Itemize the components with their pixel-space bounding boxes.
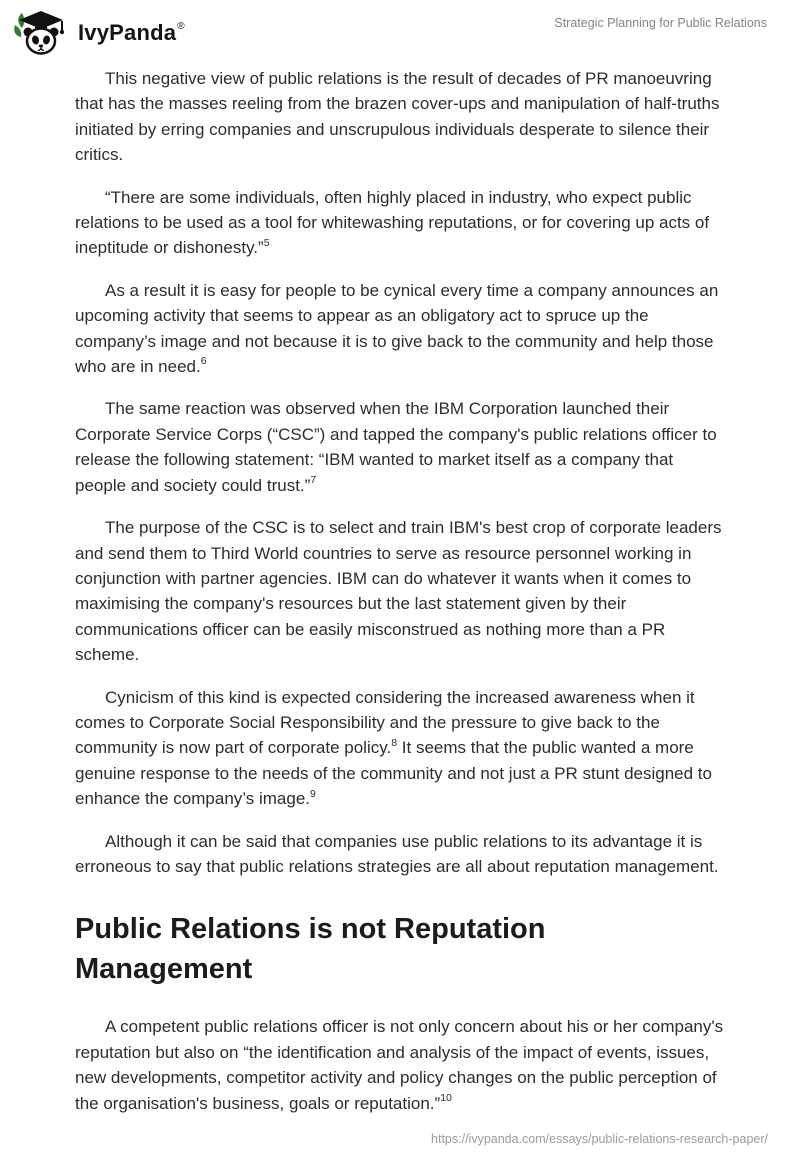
paragraph: [75, 396, 725, 498]
panda-graduate-icon: [14, 8, 68, 58]
paragraph-text: The same reaction was observed when the IBM Corporation launched their Corporate Service Corps (“CSC”) and tapped the company's public relations officer to release the following statement: “IBM wanted to market itself as a company that people and society could trust.”: [75, 399, 717, 495]
footnote-ref: 9: [310, 787, 316, 800]
document-title: Strategic Planning for Public Relations: [554, 16, 767, 30]
paragraph-text: This negative view of public relations is the result of decades of PR manoeuvring that has the masses reeling from the brazen cover-ups and manipulation of half-truths initiated by erring companies and unscrupulous individuals desperate to silence their critics.: [75, 69, 720, 165]
footnote-ref: 7: [310, 474, 317, 487]
paragraph-text: It seems that the public wanted a more genuine response to the needs of the community and not just a PR stunt designed to enhance the company’s image.: [75, 738, 712, 809]
paragraph-text: Although it can be said that companies use public relations to its advantage it is erroneous to say that public relations strategies are all about reputation management.: [75, 831, 719, 876]
brand: [14, 8, 185, 58]
section-heading: Public Relations is not Reputation Management: [75, 913, 546, 986]
paragraph-text: “There are some individuals, often highly placed in industry, who expect public relations to be used as a tool for whitewashing reputations, or for covering up acts of ineptitude or dishonesty.”: [75, 187, 710, 258]
brand-name: [78, 20, 185, 46]
footnote-ref: 5: [263, 236, 270, 249]
essay-content: [0, 56, 800, 1116]
page-header: [0, 0, 800, 56]
brand-name-text: IvyPanda: [78, 20, 177, 45]
paragraph-text: A competent public relations officer is not only concern about his or her company's reputation but also on “the identification and analysis of the impact of events, issues, new developments, competitor activity and policy changes on the public perception of the organisation's business, goals or reputation.”: [75, 1017, 724, 1113]
footnote-ref: 10: [440, 1091, 452, 1104]
paragraph-text: As a result it is easy for people to be cynical every time a company announces an upcoming activity that seems to appear as an obligatory act to spruce up the company’s image and not because it is to give back to the community and help those who are in need.: [75, 280, 719, 377]
footnote-ref: 8: [391, 736, 398, 749]
paragraph-text: The purpose of the CSC is to select and train IBM's best crop of corporate leaders and send them to Third World countries to serve as resource personnel working in conjunction with partner agencies. IBM can do whatever it wants when it comes to maximising the company's resources but the last statement given by their communications officer can be easily misconstrued as nothing more than a PR scheme.: [75, 518, 722, 665]
paragraph: [75, 278, 725, 380]
paragraph: [75, 66, 725, 168]
paragraph-text: Cynicism of this kind is expected considering the increased awareness when it comes to Corporate Social Responsibility and the pressure to give back to the community is now part of corporate policy.: [75, 687, 695, 758]
footer-url[interactable]: https://ivypanda.com/essays/public-relations-research-paper/: [431, 1132, 768, 1146]
registered-mark: ®: [177, 21, 185, 32]
paragraph: [75, 185, 725, 261]
page-footer: [431, 1130, 768, 1148]
paragraph: [75, 685, 725, 812]
paragraph: [75, 1014, 725, 1116]
paragraph: [75, 515, 725, 667]
footnote-ref: 6: [200, 355, 207, 368]
paragraph: [75, 829, 725, 880]
